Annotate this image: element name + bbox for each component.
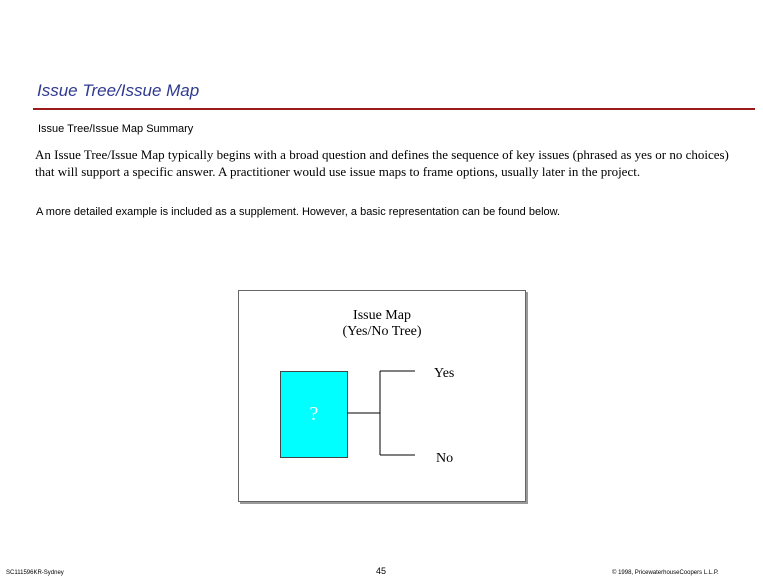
supplement-note: A more detailed example is included as a supplement. However, a basic representation can be found below. — [36, 206, 561, 218]
title-divider — [33, 108, 755, 110]
section-subtitle: Issue Tree/Issue Map Summary — [38, 123, 194, 135]
page-number: 45 — [376, 566, 387, 576]
tree-branch-lines — [239, 291, 525, 501]
diagram-title-line1: Issue Map — [353, 308, 411, 323]
footer-document-id: SC111596KR-Sydney — [6, 570, 64, 576]
issue-map-diagram — [238, 290, 526, 502]
no-label: No — [436, 451, 454, 466]
footer-copyright: © 1998, PricewaterhouseCoopers L.L.P. — [612, 570, 719, 576]
page-title: Issue Tree/Issue Map — [37, 81, 200, 100]
yes-label: Yes — [434, 366, 455, 381]
summary-paragraph: An Issue Tree/Issue Map typically begins with a broad question and defines the sequence of key issues (phrased as yes or no choices) that will support a specific answer. A practitioner would use issue maps to frame options, usually later in the project. — [35, 147, 729, 179]
diagram-title-line2: (Yes/No Tree) — [342, 324, 422, 339]
question-mark: ? — [309, 403, 319, 425]
